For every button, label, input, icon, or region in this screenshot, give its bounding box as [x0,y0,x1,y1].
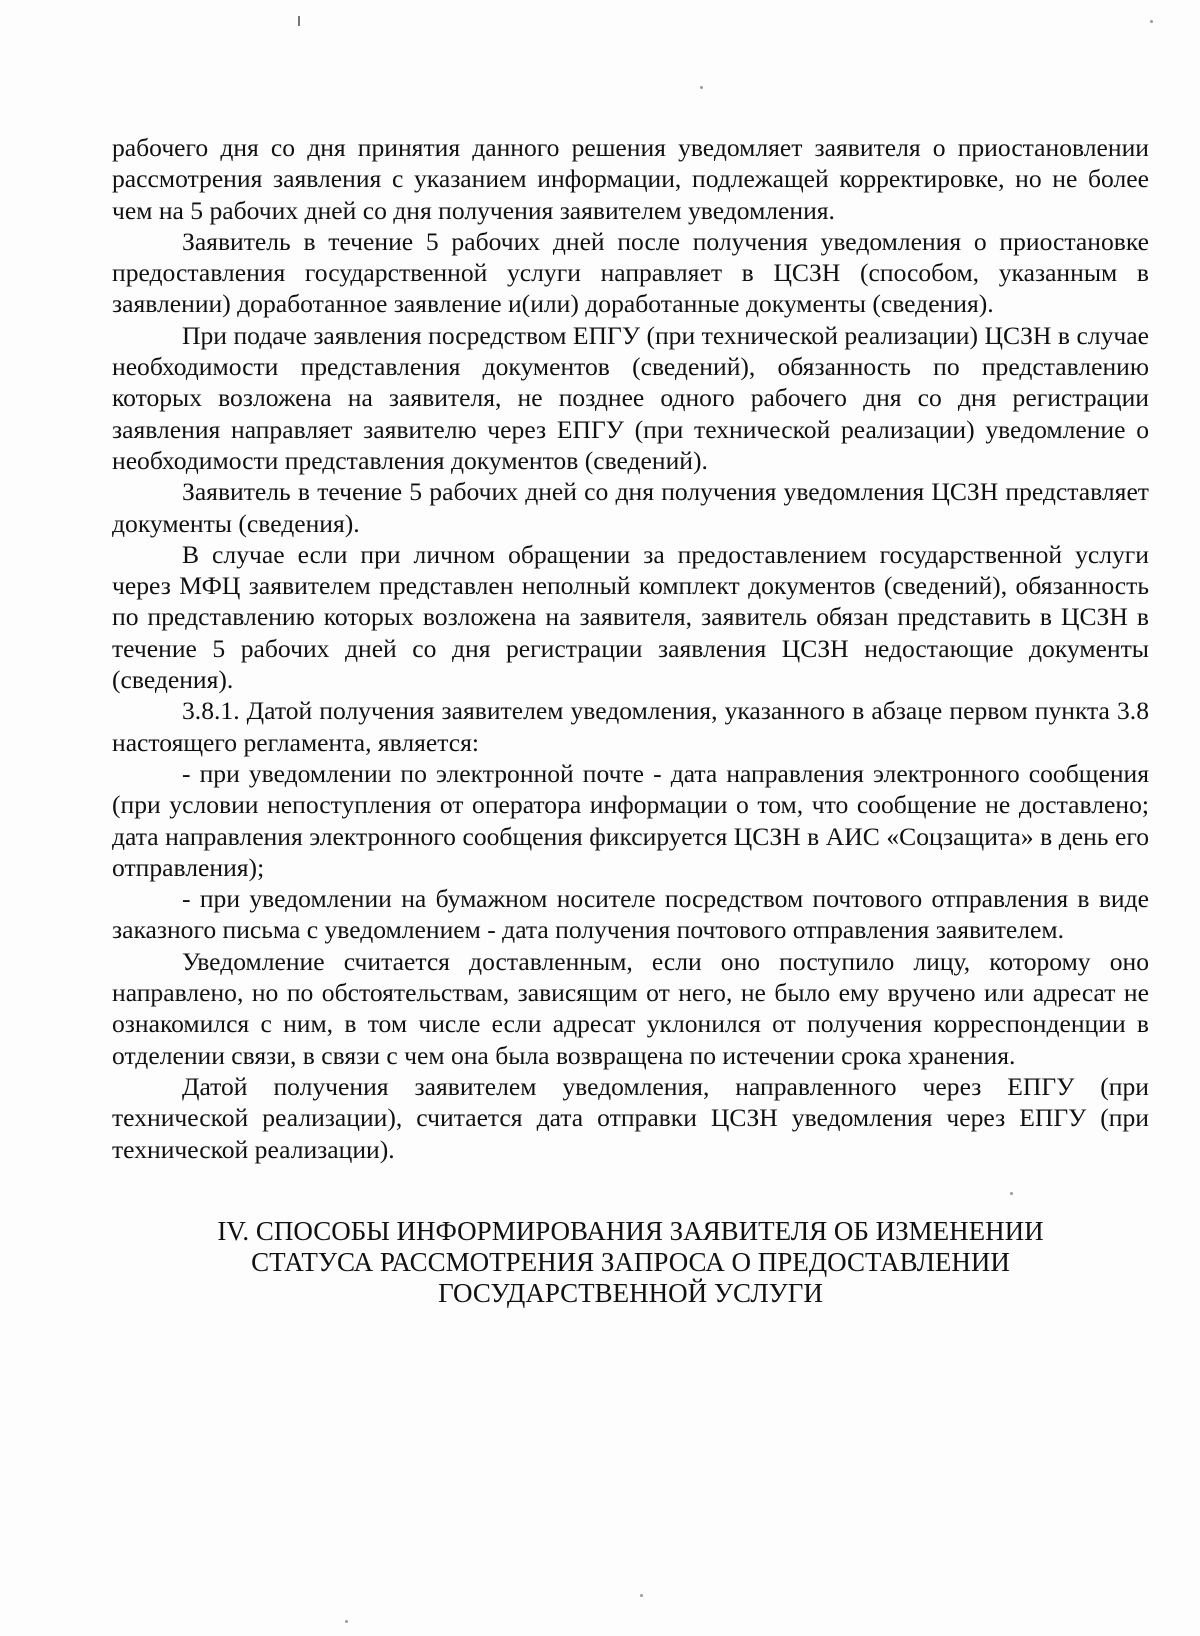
scan-speck [700,86,703,89]
paragraph-2: Заявитель в течение 5 рабочих дней после получения уведомления о приостановке предоставления государственной услуги направляет в ЦСЗН (способом, указанным в заявлении) доработанное заявление и(или) доработанные документы (сведения). [112,226,1149,319]
paragraph-1: рабочего дня со дня принятия данного решения уведомляет заявителя о приостановлении рассмотрения заявления с указанием информации, подлежащей корректировке, но не более чем на 5 рабочих дней со дня получения заявителем уведомления. [112,133,1149,225]
paragraph-3: При подаче заявления посредством ЕПГУ (при технической реализации) ЦСЗН в случае необходимости представления документов (сведений), обязанность по представлению которых возложена на заявителя, не позднее одного рабочего дня со дня регистрации заявления направляет заявителю через ЕПГУ (при технической реализации) уведомление о необходимости представления документов (сведений). [112,320,1149,475]
paragraph-10: Датой получения заявителем уведомления, направленного через ЕПГУ (при технической реализации), считается дата отправки ЦСЗН уведомления через ЕПГУ (при технической реализации). [112,1071,1149,1164]
section-heading-line-2: СТАТУСА РАССМОТРЕНИЯ ЗАПРОСА О ПРЕДОСТАВЛЕНИИ [251,1247,1010,1278]
paragraph-6: 3.8.1. Датой получения заявителем уведомления, указанного в абзаце первом пункта 3.8 настоящего регламента, является: [112,696,1149,757]
section-heading-line-1: IV. СПОСОБЫ ИНФОРМИРОВАНИЯ ЗАЯВИТЕЛЯ ОБ ИЗМЕНЕНИИ [217,1215,1044,1246]
paragraph-4: Заявитель в течение 5 рабочих дней со дня получения уведомления ЦСЗН представляет документы (сведения). [112,477,1149,538]
scan-speck [345,1620,348,1623]
section-heading-line-3: ГОСУДАРСТВЕННОЙ УСЛУГИ [438,1278,823,1309]
scan-speck [1150,20,1153,23]
bullet-paper: - при уведомлении на бумажном носителе посредством почтового отправления в виде заказного письма с уведомлением - дата получения почтового отправления заявителем. [112,884,1149,945]
bullet-email: - при уведомлении по электронной почте - дата направления электронного сообщения (при условии непоступления от оператора информации о том, что сообщение не доставлено; дата направления электронного сообщения фиксируется ЦСЗН в АИС «Соцзащита» в день его отправления); [112,758,1149,882]
section-heading [112,1216,1149,1310]
document-body [112,132,1149,1310]
paragraph-5: В случае если при личном обращении за предоставлением государственной услуги через МФЦ заявителем представлен неполный комплект документов (сведений), обязанность по представлению которых возложена на заявителя, заявитель обязан представить в ЦСЗН в течение 5 рабочих дней со дня регистрации заявления ЦСЗН недостающие документы (сведения). [112,539,1149,695]
paragraph-9: Уведомление считается доставленным, если оно поступило лицу, которому оно направлено, но по обстоятельствам, зависящим от него, не было ему вручено или адресат не ознакомился с ним, в том числе если адресат уклонился от получения корреспонденции в отделении связи, в связи с чем она была возвращена по истечении срока хранения. [112,946,1149,1070]
scan-mark [298,16,300,26]
scan-speck [640,1594,643,1597]
